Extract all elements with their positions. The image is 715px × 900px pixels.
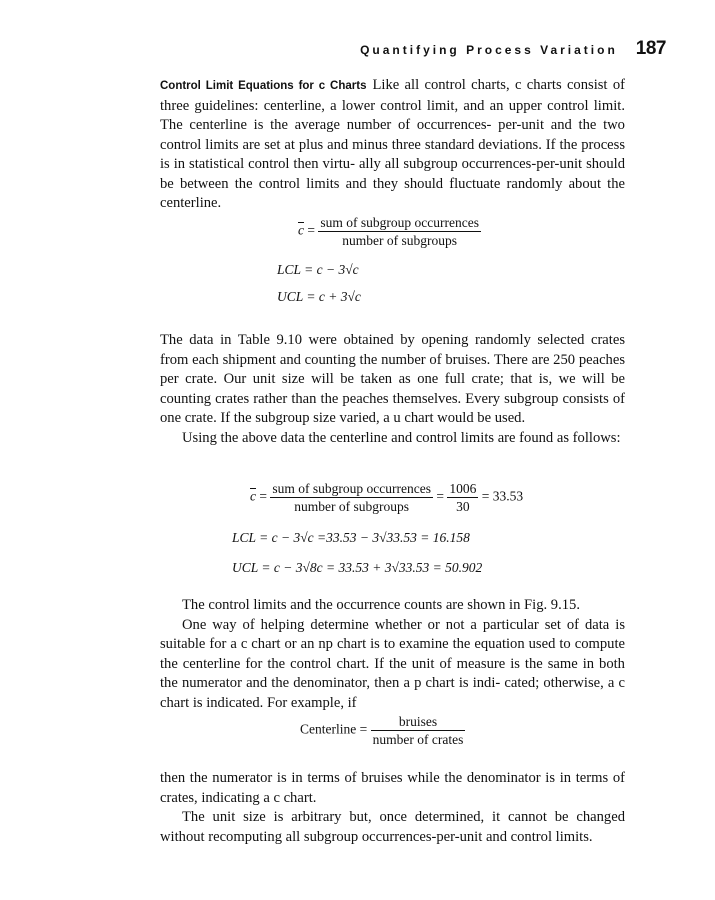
text-line: terms of crates, indicating a c chart.	[160, 770, 625, 806]
text-line: One way of helping determine whether or not a particular set of data	[182, 616, 610, 633]
text-line: that is, we will be counting crates rather than the peaches themselves.	[160, 371, 626, 407]
ucl-calc-formula: UCL = c − 3√8c = 33.53 + 3√33.53 = 50.902	[232, 560, 483, 575]
paragraph	[160, 331, 625, 429]
section-c-vs-np	[160, 596, 625, 713]
denominator: number of subgroups	[294, 499, 410, 514]
text-line: then the numerator is in terms of bruises while the denominator is in	[160, 770, 572, 786]
numerator: bruises	[371, 713, 466, 731]
text-line: limits and they should fluctuate randomly about the centerline.	[160, 175, 625, 211]
text-line: cated; otherwise, a c chart is indicated. For example, if	[160, 675, 625, 711]
lcl-equation	[277, 262, 359, 278]
text-line: without recomputing all subgroup occurrences-per-unit and control limits.	[160, 828, 593, 845]
text-line: ally all subgroup occurrences-per-unit should be between the control	[160, 156, 625, 192]
equals-sign: =	[436, 488, 444, 504]
lcl-formula: LCL = c − 3√c	[277, 262, 359, 277]
centerline-calculation	[250, 480, 523, 515]
text-line: The data in Table 9.10 were obtained by opening randomly selected	[160, 332, 585, 348]
text-line: Every subgroup consists of one crate. If the subgroup size varied, a u	[160, 390, 625, 426]
section-data-description	[160, 331, 625, 448]
numerator: sum of subgroup occurrences	[320, 215, 479, 230]
c-bar-symbol: $\overline{c}$	[298, 222, 304, 238]
text-line: per-unit and the two control limits are set at plus and minus three	[160, 117, 625, 153]
page-header	[160, 38, 666, 60]
centerline-label: Centerline	[300, 721, 357, 737]
c-bar-symbol: $\overline{c}$	[250, 488, 256, 504]
text-line: The unit size is arbitrary but, once determined, it cannot be changed	[182, 809, 625, 825]
section-control-limit-equations	[160, 76, 625, 214]
fraction	[270, 480, 433, 515]
running-title: Quantifying Process Variation	[360, 43, 618, 57]
paragraph: The control limits and the occurrence counts are shown in Fig. 9.15.	[182, 597, 580, 613]
ucl-calculation	[232, 560, 482, 576]
text-line: follows:	[572, 429, 621, 446]
text-line: standard deviations. If the process is in statistical control then virtu-	[160, 136, 626, 172]
text-line: control limit. The centerline is the average number of occurrences-	[160, 97, 625, 133]
paragraph	[160, 429, 625, 449]
text-line: Like all control charts, c charts consist	[372, 77, 608, 93]
text-line: of three guidelines: centerline, a lower control limit, and an upper	[160, 77, 626, 114]
result: = 33.53	[481, 488, 524, 504]
text-line: crates from each shipment and counting the number of bruises. There	[160, 332, 625, 368]
text-line: same in both the numerator and the denominator, then a p chart is indi-	[160, 655, 625, 691]
lcl-calc-formula: LCL = c − 3√c =33.53 − 3√33.53 = 16.158	[232, 530, 470, 545]
numerator-value: 1006	[449, 481, 477, 496]
lcl-calculation	[232, 530, 470, 546]
page-number: 187	[635, 38, 666, 59]
numerator: sum of subgroup occurrences	[272, 481, 431, 496]
ucl-formula: UCL = c + 3√c	[277, 289, 361, 304]
equals-sign: =	[307, 222, 315, 238]
paragraph	[160, 76, 625, 214]
section-conclusion	[160, 769, 625, 847]
equals-sign: =	[259, 488, 267, 504]
text-line: Using the above data the centerline and control limits are found as	[182, 429, 570, 446]
text-line: are 250 peaches per crate. Our unit size will be taken as one full crate;	[160, 351, 626, 387]
centerline-example	[300, 713, 465, 748]
fraction	[371, 713, 466, 748]
text-line: compute the centerline for the control chart. If the unit of measure is the	[160, 636, 625, 672]
denominator: number of crates	[372, 732, 464, 747]
text-line: chart would be used.	[404, 410, 526, 426]
ucl-equation	[277, 289, 361, 305]
paragraph	[160, 769, 625, 808]
denominator-value: 30	[456, 499, 470, 514]
equals-sign: =	[359, 721, 368, 737]
denominator: number of subgroups	[342, 233, 458, 248]
paragraph	[160, 808, 625, 847]
run-in-heading: Control Limit Equations for c Charts	[160, 80, 367, 92]
centerline-equation	[298, 214, 481, 249]
paragraph	[160, 616, 625, 714]
text-line: is suitable for a c chart or an np chart is to examine the equation used to	[160, 616, 625, 652]
fraction-values	[447, 480, 478, 515]
fraction	[318, 214, 481, 249]
